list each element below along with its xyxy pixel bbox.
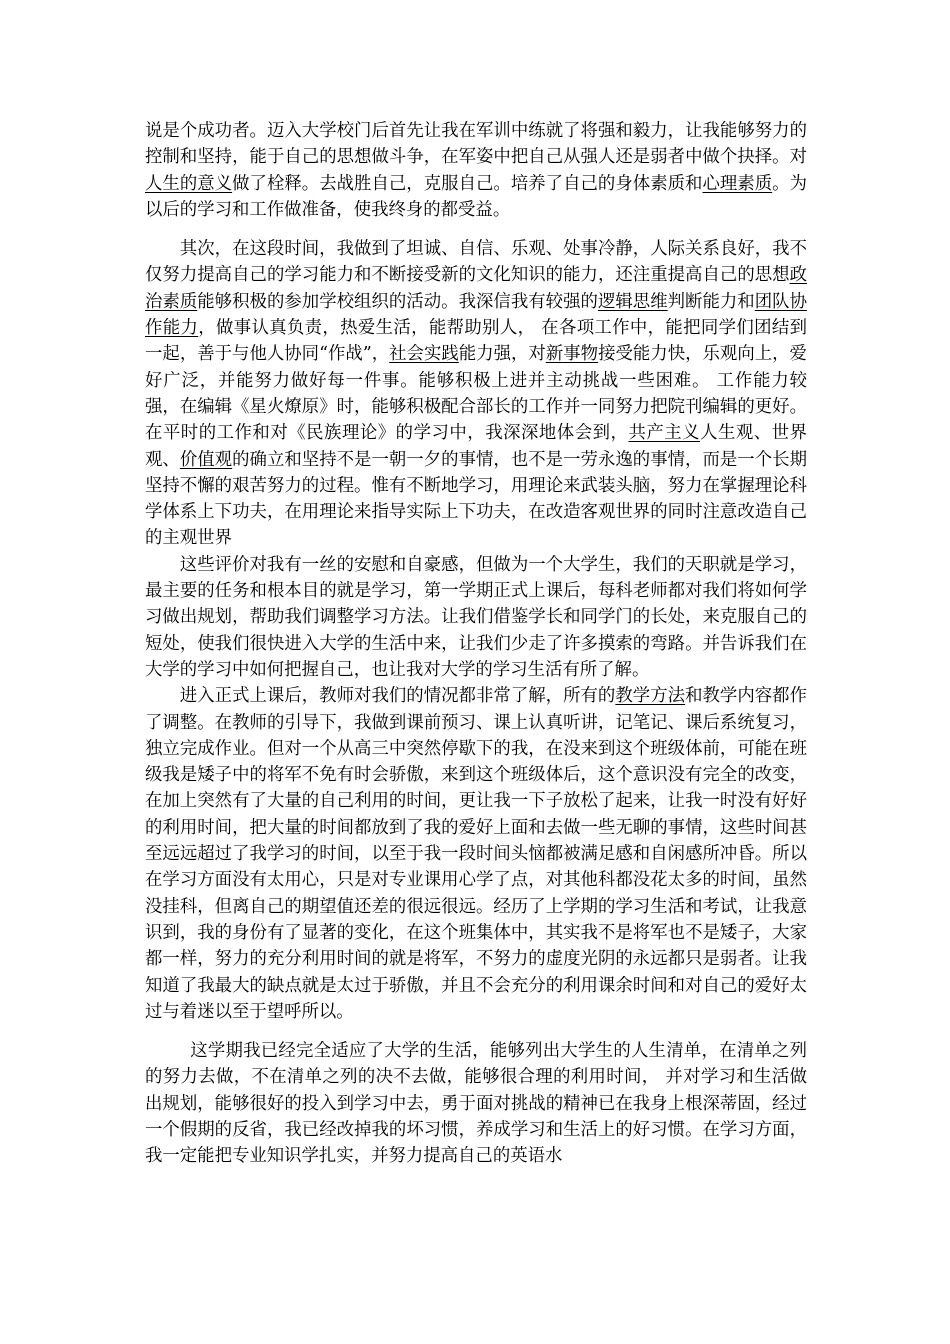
paragraph-spacer	[145, 223, 807, 236]
paragraph	[145, 552, 807, 683]
hyperlink[interactable]: 团队协作能力	[145, 291, 807, 339]
body-text: 。为以后的学习和工作做准备，使我终身的都受益。	[145, 173, 807, 220]
hyperlink[interactable]: 价值观	[179, 449, 233, 470]
hyperlink[interactable]: 人生的意义	[145, 173, 233, 194]
hyperlink[interactable]: 共产主义	[628, 423, 701, 444]
body-text: 其次，在这段时间，我做到了坦诚、自信、乐观、处事冷静，人际关系良好，我不仅努力提高自己的学习能力和不断接受新的文化知识的能力，还注重提高自己的思想	[145, 239, 807, 286]
hyperlink[interactable]: 新事物	[545, 344, 599, 365]
body-text: 的确立和坚持不是一朝一夕的事情，也不是一劳永逸的事情，而是一个长期坚持不懈的艰苦努力的过程。惟有不断地学习，用理论来武装头脑，努力在掌握理论科学体系上下功夫，在用理论来指导实际上下功夫，在改造客观世界的同时注意改造自己的主观世界	[145, 449, 807, 549]
paragraph	[145, 1038, 807, 1169]
hyperlink[interactable]: 逻辑思维	[597, 291, 668, 312]
body-text: 判断能力和	[667, 291, 755, 312]
body-text: 能力强，对	[458, 344, 546, 365]
paragraph	[145, 236, 807, 552]
body-text: 和教学内容都作了调整。在教师的引导下，我做到课前预习、课上认真听讲，记笔记、课后系统复习，独立完成作业。但对一个从高三中突然停歇下的我，在没来到这个班级体前，可能在班级我是矮子中的将军不免有时会骄傲，来到这个班级体后，这个意识没有完全的改变，在加上突然有了大量的自己利用的时间，更让我一下子放松了起来，让我一时没有好好的利用时间，把大量的时间都放到了我的爱好上面和去做一些无聊的事情，这些时间甚至远远超过了我学习的时间，以至于我一段时间头恼都被满足感和自闲感所冲昏。所以在学习方面没有太用心，只是对专业课用心学了点，对其他科都没花太多的时间，虽然没挂科，但离自己的期望值还差的很远很远。经历了上学期的学习生活和考试，让我意识到，我的身份有了显著的变化，在这个班集体中，其实我不是将军也不是矮子，大家都一样，努力的充分利用时间的就是将军，不努力的虚度光阴的永远都只是弱者。让我知道了我最大的缺点就是太过于骄傲，并且不会充分的利用课余时间和对自己的爱好太过与着迷以至于望呼所以。	[145, 686, 807, 1022]
body-text: ，做事认真负责，热爱生活，能帮助别人， 在各项工作中，能把同学们团结到一起，善于与他人协同“作战”，	[145, 318, 807, 365]
paragraph-spacer	[145, 1025, 807, 1038]
body-text: 接受能力快，乐观向上，爱好广泛，并能努力做好每一件事。能够积极上进并主动挑战一些困难。 工作能力较强，在编辑《星火燎原》时，能够积极配合部长的工作并一同努力把院刊编辑的更好。 在平时的工作和对《民族理论》的学习中，我深深地体会到，	[145, 344, 807, 444]
document-page	[145, 118, 807, 1170]
body-text: 能够积极的参加学校组织的活动。我深信我有较强的	[197, 291, 598, 312]
body-text: 说是个成功者。迈入大学校门后首先让我在军训中练就了将强和毅力，让我能够努力的控制和坚持，能于自己的思想做斗争，在军姿中把自己从强人还是弱者中做个抉择。对	[145, 121, 807, 168]
body-text: 进入正式上课后，教师对我们的情况都非常了解，所有的	[179, 686, 616, 707]
paragraph	[145, 683, 807, 1025]
body-text: 这学期我已经完全适应了大学的生活，能够列出大学生的人生清单，在清单之列的努力去做，不在清单之列的决不去做，能够很合理的利用时间， 并对学习和生活做出规划，能够很好的投入到学习中去，勇于面对挑战的精神已在我身上根深蒂固，经过一个假期的反省，我已经改掉我的坏习惯，养成学习和生活上的好习惯。在学习方面，我一定能把专业知识学扎实，并努力提高自己的英语水	[145, 1041, 807, 1167]
body-text: 这些评价对我有一丝的安慰和自豪感，但做为一个大学生，我们的天职就是学习，最主要的任务和根本目的就是学习，第一学期正式上课后，每科老师都对我们将如何学习做出规划，帮助我们调整学习方法。让我们借鉴学长和同学门的长处，来克服自己的短处，使我们很快进入大学的生活中来，让我们少走了许多摸索的弯路。并告诉我们在大学的学习中如何把握自己，也让我对大学的学习生活有所了解。	[145, 554, 807, 680]
hyperlink[interactable]: 心理素质	[702, 173, 773, 194]
hyperlink[interactable]: 社会实践	[389, 344, 459, 365]
hyperlink[interactable]: 政治素质	[145, 265, 807, 312]
body-text: 做了栓释。去战胜自己，克服自己。培养了自己的身体素质和	[232, 173, 703, 194]
paragraph	[145, 118, 807, 223]
hyperlink[interactable]: 教学方法	[615, 686, 686, 707]
body-text: 人生观、世界观、	[145, 423, 807, 470]
